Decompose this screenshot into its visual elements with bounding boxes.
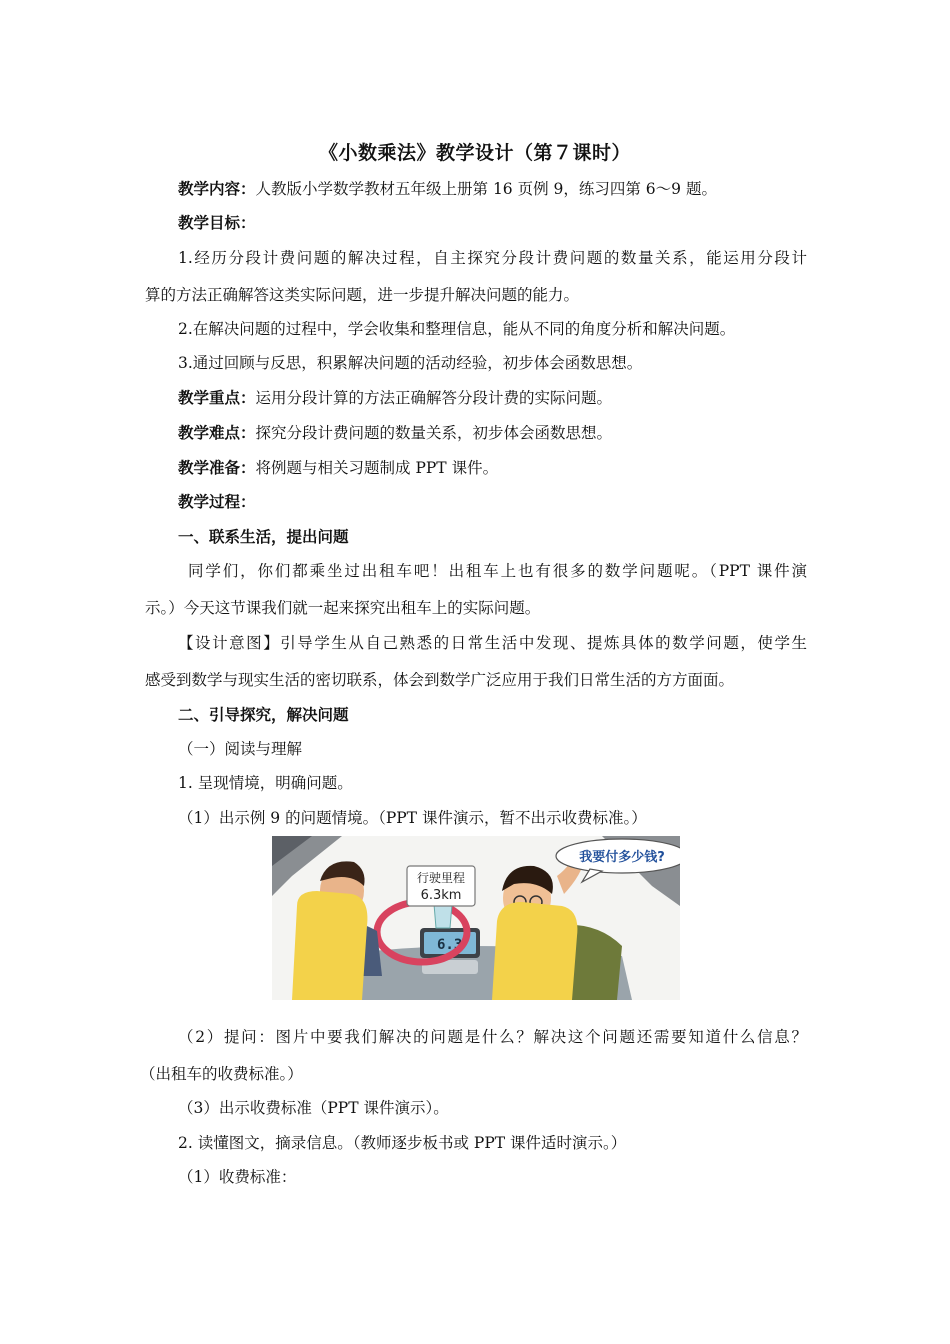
item-1-3: （3）出示收费标准（PPT 课件演示）。 [178,1099,449,1117]
sign-distance: 6.3km [420,888,462,903]
item-1-2-line-b: （出租车的收费标准。） [140,1065,303,1083]
item-1: 1. 呈现情境，明确问题。 [178,774,353,792]
sign-label: 行驶里程 [416,871,466,885]
key-label: 教学重点： [178,388,256,407]
goal-3: 3.通过回顾与反思，积累解决问题的活动经验，初步体会函数思想。 [178,354,643,372]
key-text: 运用分段计算的方法正确解答分段计费的实际问题。 [255,389,613,407]
difficult-text: 探究分段计费问题的数量关系，初步体会函数思想。 [255,424,613,442]
para-1-line-b: 示。）今天这节课我们就一起来探究出租车上的实际问题。 [145,599,541,617]
goals-label: 教学目标： [178,213,256,232]
prep-label: 教学准备： [178,458,256,477]
para-2-line-b: 感受到数学与现实生活的密切联系，体会到数学广泛应用于我们日常生活的方方面面。 [145,671,735,689]
key-point-line [178,388,840,408]
speech-bubble-text: 我要付多少钱? [579,850,665,865]
content-line [178,179,840,199]
prep-text: 将例题与相关习题制成 PPT 课件。 [255,459,499,477]
taxi-illustration [272,836,680,1000]
process-label: 教学过程： [178,492,256,511]
item-1-1: （1）出示例 9 的问题情境。（PPT 课件演示，暂不出示收费标准。） [178,809,647,827]
goal-1-line-a: 1.经历分段计费问题的解决过程，自主探究分段计费问题的数量关系，能运用分段计 [178,249,807,267]
subsection-1: （一）阅读与理解 [178,740,303,758]
meter-value: 6.3 [437,937,463,953]
para-1-line-a: 同学们，你们都乘坐过出租车吧！出租车上也有很多的数学问题呢。（PPT 课件演 [188,562,807,580]
item-1-2-line-a: （2）提问：图片中要我们解决的问题是什么？解决这个问题还需要知道什么信息？ [178,1028,807,1046]
item-2: 2. 读懂图文，摘录信息。（教师逐步板书或 PPT 课件适时演示。） [178,1134,627,1152]
section-1-heading: 一、联系生活，提出问题 [178,527,349,546]
content-label: 教学内容： [178,179,256,198]
goal-2: 2.在解决问题的过程中，学会收集和整理信息，能从不同的角度分析和解决问题。 [178,320,736,338]
goal-1-line-b: 算的方法正确解答这类实际问题，进一步提升解决问题的能力。 [145,286,580,304]
page-title: 《小数乘法》教学设计（第７课时） [318,142,631,164]
content-text: 人教版小学数学教材五年级上册第 16 页例 9，练习四第 6～9 题。 [255,180,717,198]
prep-line [178,458,840,478]
difficult-label: 教学难点： [178,423,256,442]
item-2-1: （1）收费标准： [178,1168,297,1186]
difficult-point-line [178,423,840,443]
para-2-line-a: 【设计意图】引导学生从自己熟悉的日常生活中发现、提炼具体的数学问题，使学生 [178,634,807,652]
section-2-heading: 二、引导探究，解决问题 [178,705,349,724]
